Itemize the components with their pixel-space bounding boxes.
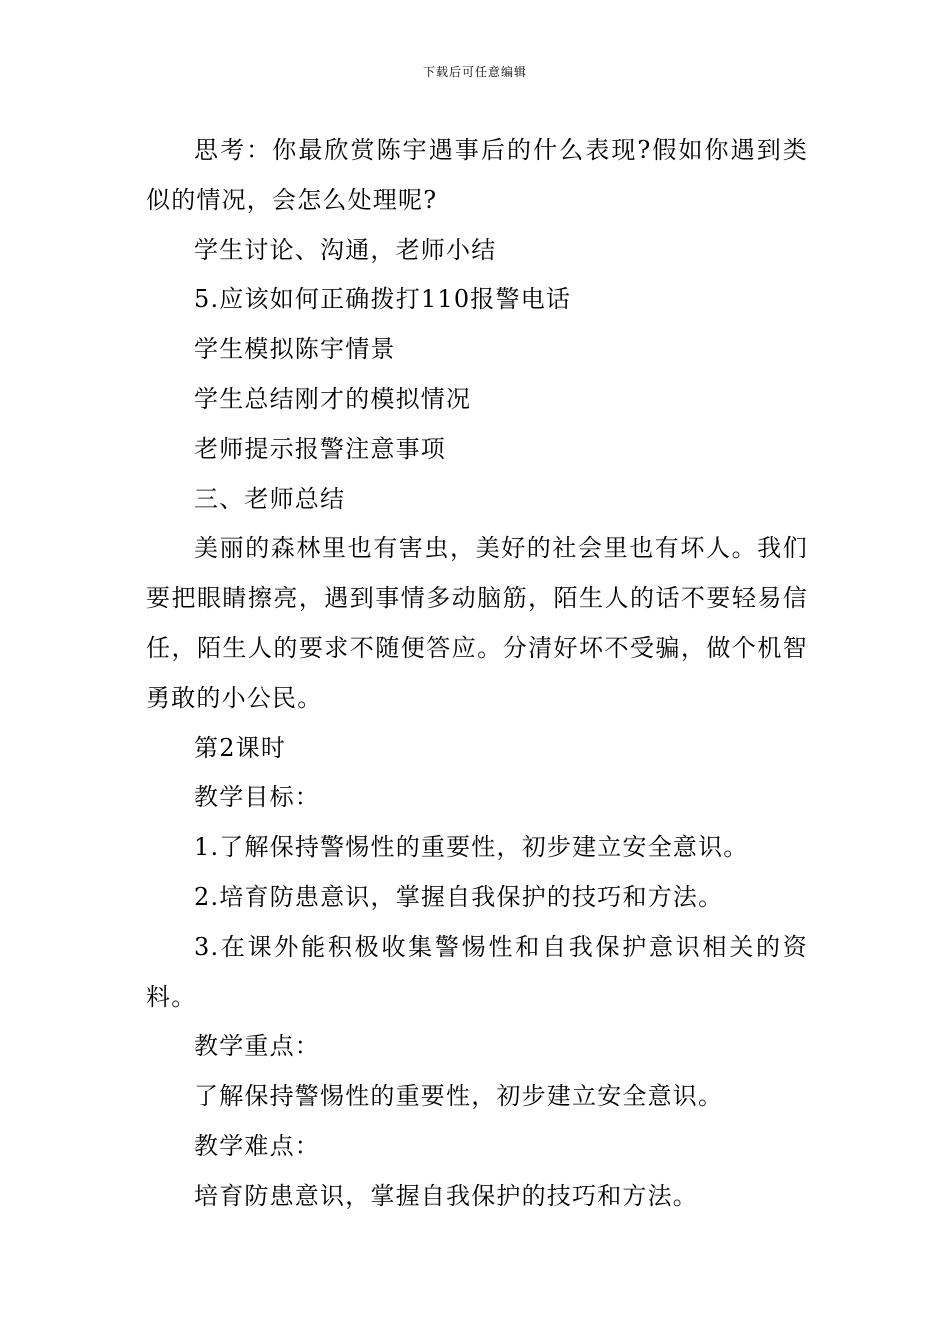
lesson-heading-2: 第2课时 <box>194 733 287 762</box>
paragraph-teaching-difficulty: 培育防患意识，掌握自我保护的技巧和方法。 <box>194 1181 698 1210</box>
goal-item-1: 1.了解保持警惕性的重要性，初步建立安全意识。 <box>194 833 749 862</box>
paragraph-think-question: 思考：你最欣赏陈宇遇事后的什么表现?假如你遇到类似的情况，会怎么处理呢? <box>146 136 808 214</box>
section-heading-teacher-summary: 三、老师总结 <box>194 484 346 513</box>
paragraph-teacher-tips: 老师提示报警注意事项 <box>194 434 446 463</box>
paragraph-summary-text: 美丽的森林里也有害虫，美好的社会里也有坏人。我们要把眼睛擦亮，遇到事情多动脑筋，陌生人的话不要轻易信任，陌生人的要求不随便答应。分清好坏不受骗，做个机智勇敢的小公民。 <box>146 534 808 712</box>
paragraph-teaching-focus: 了解保持警惕性的重要性，初步建立安全意识。 <box>194 1082 724 1111</box>
paragraph-student-discussion: 学生讨论、沟通，老师小结 <box>194 235 497 264</box>
paragraph-item-5: 5.应该如何正确拨打110报警电话 <box>194 285 572 314</box>
heading-teaching-focus: 教学重点： <box>194 1032 320 1061</box>
paragraph-student-summary: 学生总结刚才的模拟情况 <box>194 384 472 413</box>
document-body <box>146 126 808 1222</box>
goal-item-2: 2.培育防患意识，掌握自我保护的技巧和方法。 <box>194 882 724 911</box>
page-header-note: 下载后可任意编辑 <box>422 65 527 79</box>
goal-item-3: 3.在课外能积极收集警惕性和自我保护意识相关的资料。 <box>146 932 808 1011</box>
paragraph-simulation: 学生模拟陈宇情景 <box>194 335 396 364</box>
heading-teaching-goals: 教学目标： <box>194 783 320 812</box>
heading-teaching-difficulty: 教学难点： <box>194 1131 320 1160</box>
